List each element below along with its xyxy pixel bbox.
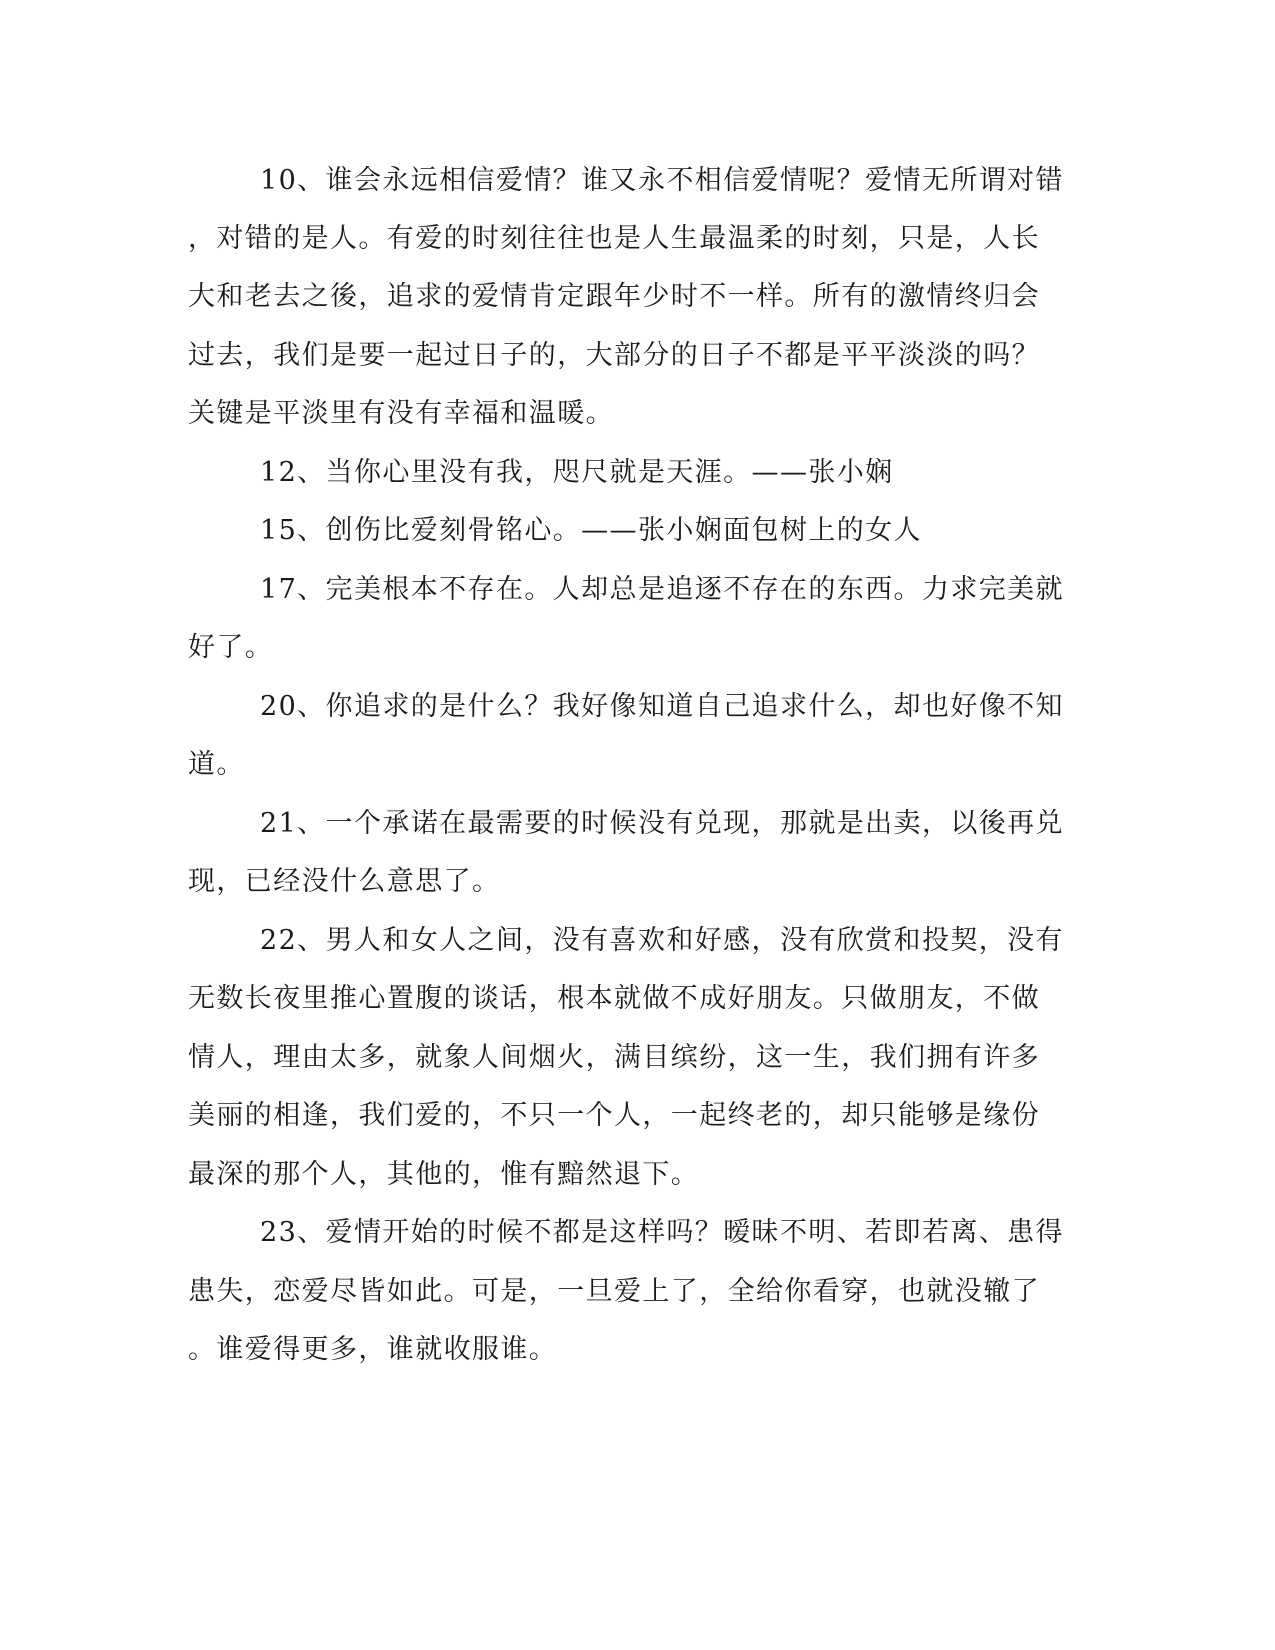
paragraph-23-line-1: 23、爱情开始的时候不都是这样吗？暧昧不明、若即若离、患得 [260, 1217, 1064, 1248]
paragraph-10-line-5: 关键是平淡里有没有幸福和温暖。 [188, 398, 614, 429]
paragraph-17-line-2: 好了。 [188, 632, 274, 663]
paragraph-17-line-1: 17、完美根本不存在。人却总是追逐不存在的东西。力求完美就 [260, 574, 1064, 605]
paragraph-22-line-3: 情人，理由太多，就象人间烟火，满目缤纷，这一生，我们拥有许多 [188, 1042, 1040, 1073]
paragraph-22-line-1: 22、男人和女人之间，没有喜欢和好感，没有欣赏和投契，没有 [260, 925, 1064, 956]
paragraph-23-line-3: 。谁爱得更多，谁就收服谁。 [188, 1334, 558, 1365]
paragraph-20-line-2: 道。 [188, 749, 245, 780]
paragraph-22-line-4: 美丽的相逢，我们爱的，不只一个人，一起终老的，却只能够是缘份 [188, 1100, 1040, 1131]
paragraph-10-line-3: 大和老去之後，追求的爱情肯定跟年少时不一样。所有的激情终归会 [188, 281, 1040, 312]
paragraph-21-line-2: 现，已经没什么意思了。 [188, 866, 501, 897]
paragraph-15-line-1: 15、创伤比爱刻骨铭心。——张小娴面包树上的女人 [260, 515, 922, 546]
paragraph-10-line-4: 过去，我们是要一起过日子的，大部分的日子不都是平平淡淡的吗？ [188, 340, 1040, 371]
paragraph-22-line-5: 最深的那个人，其他的，惟有黯然退下。 [188, 1159, 700, 1190]
paragraph-20-line-1: 20、你追求的是什么？我好像知道自己追求什么，却也好像不知 [260, 691, 1064, 722]
paragraph-22-line-2: 无数长夜里推心置腹的谈话，根本就做不成好朋友。只做朋友，不做 [188, 983, 1040, 1014]
paragraph-10-line-1: 10、谁会永远相信爱情？谁又永不相信爱情呢？爱情无所谓对错 [260, 165, 1064, 196]
paragraph-12-line-1: 12、当你心里没有我，咫尺就是天涯。——张小娴 [260, 457, 894, 488]
paragraph-10-line-2: ，对错的是人。有爱的时刻往往也是人生最温柔的时刻，只是，人长 [188, 223, 1040, 254]
paragraph-23-line-2: 患失，恋爱尽皆如此。可是，一旦爱上了，全给你看穿，也就没辙了 [188, 1276, 1040, 1307]
paragraph-21-line-1: 21、一个承诺在最需要的时候没有兑现，那就是出卖，以後再兑 [260, 808, 1064, 839]
